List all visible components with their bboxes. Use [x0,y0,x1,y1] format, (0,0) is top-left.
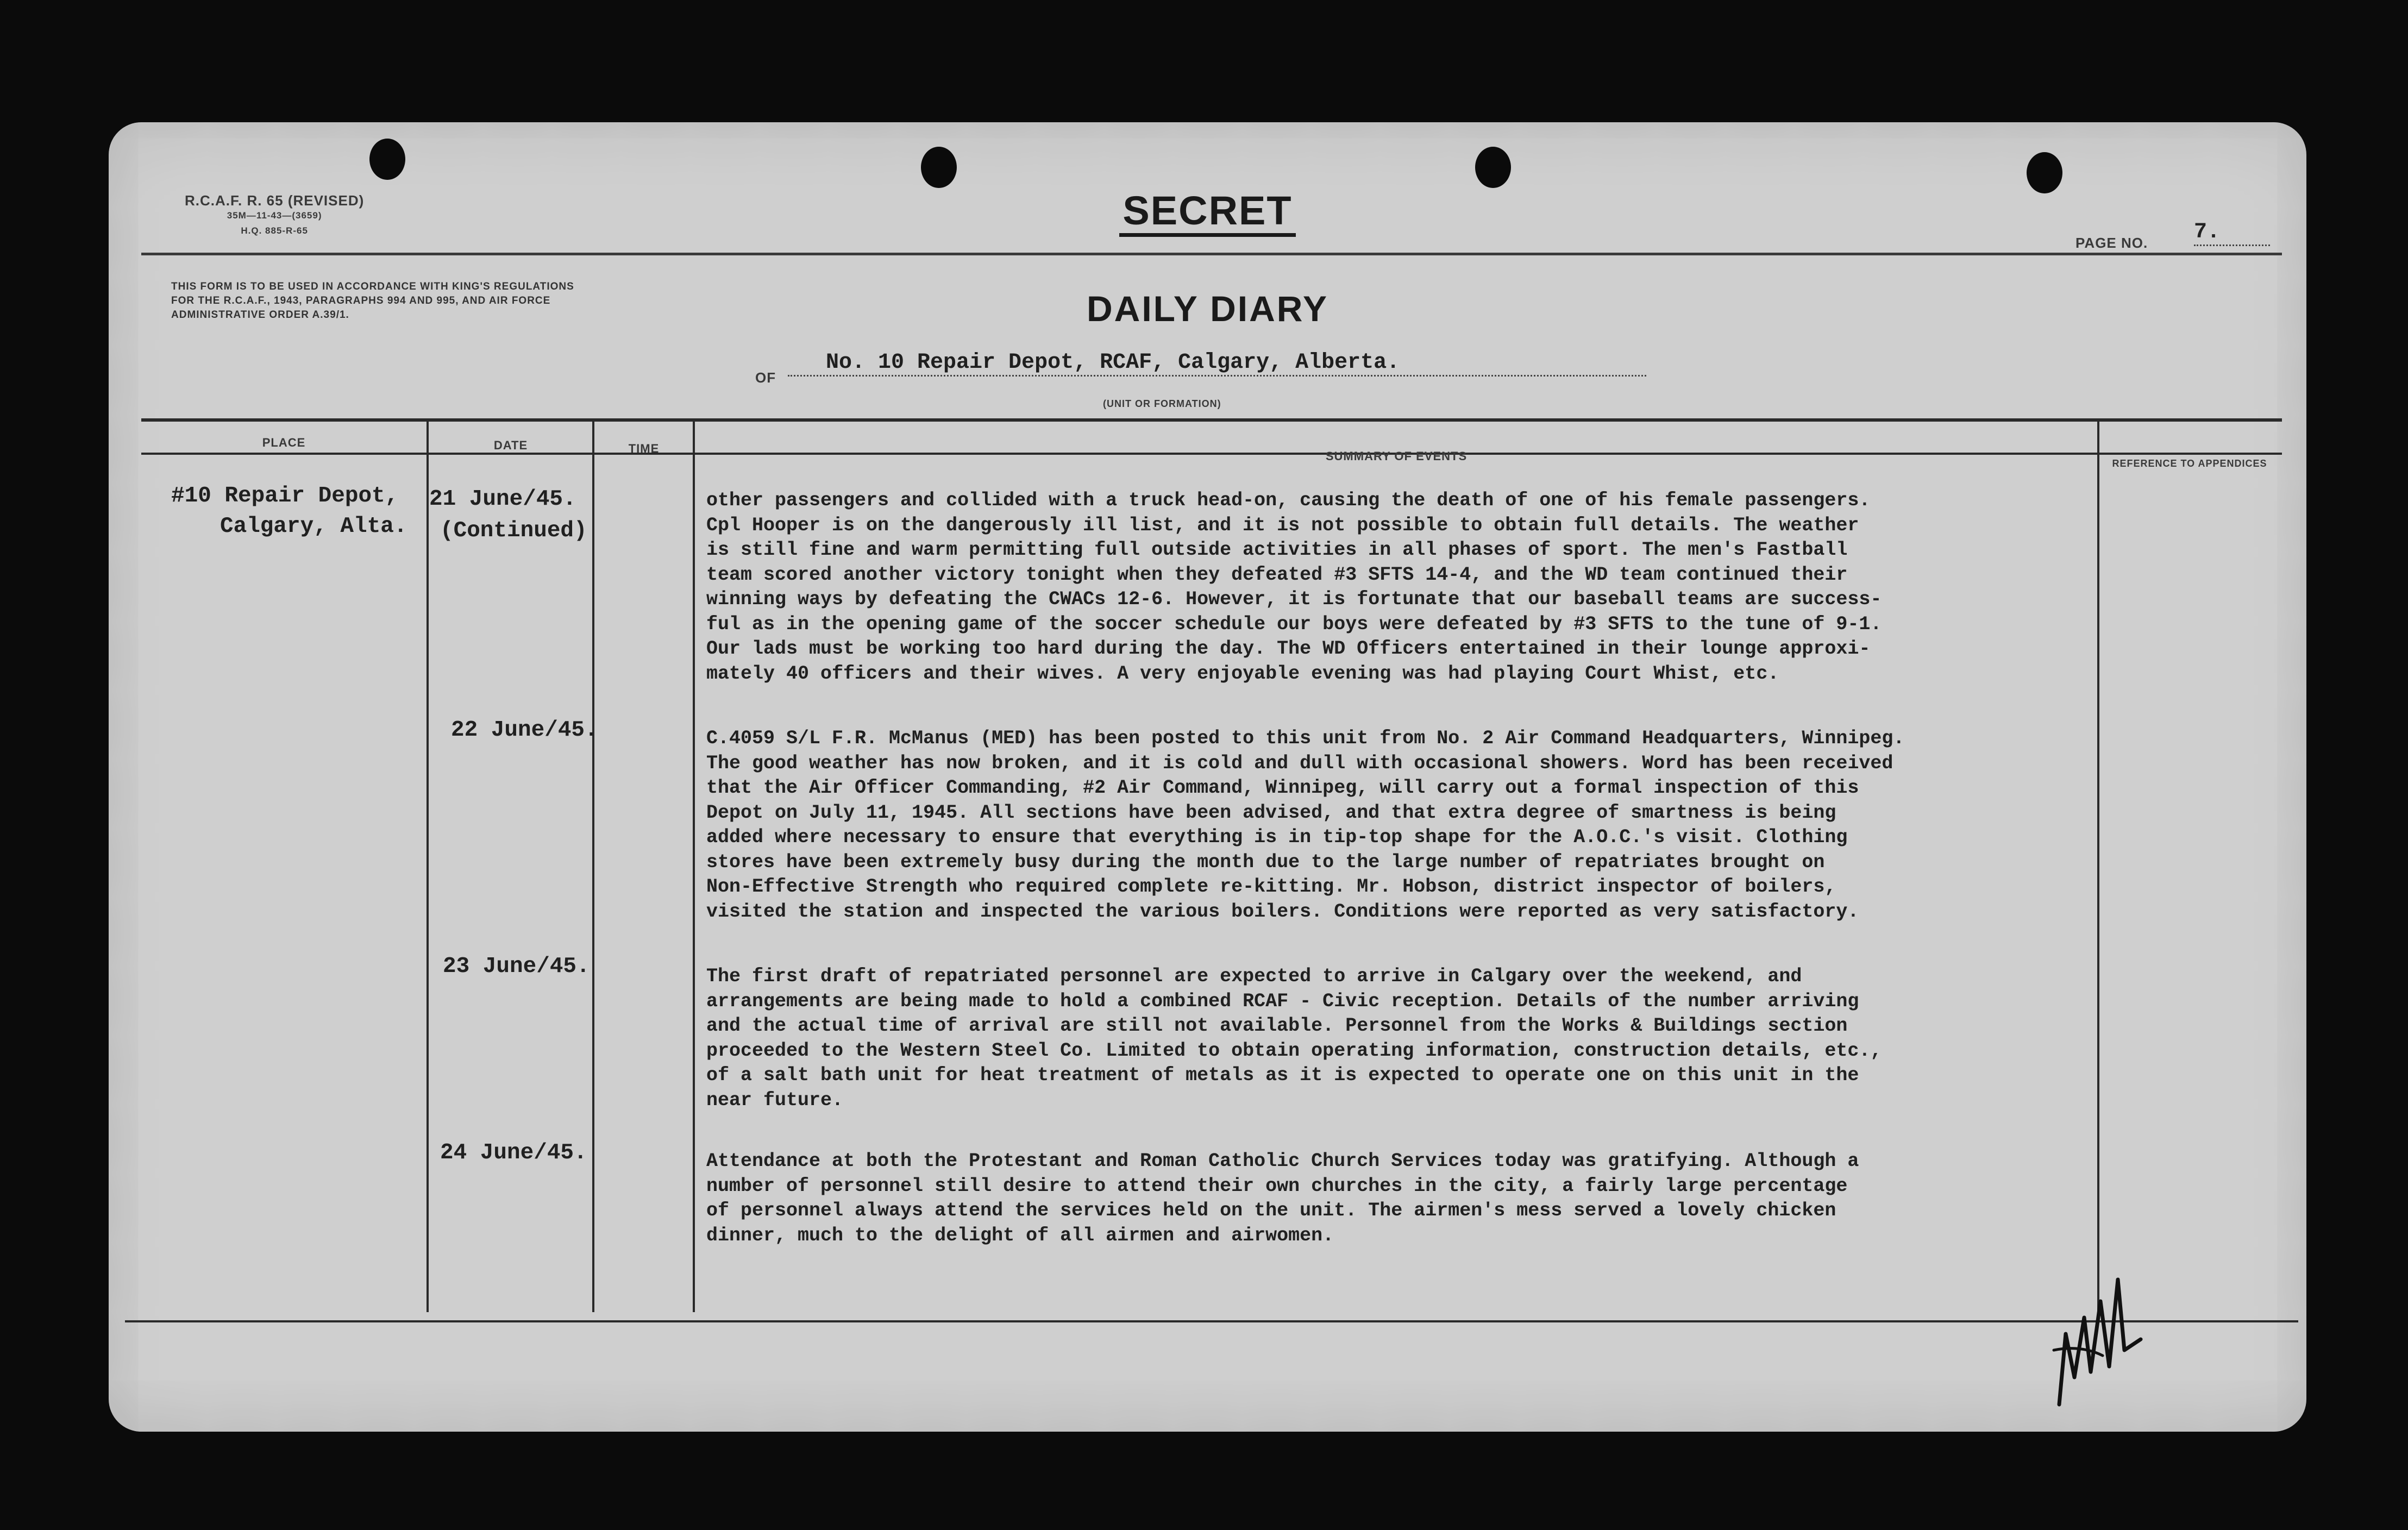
summary-line: visited the station and inspected the various boilers. Conditions were reported as very satisfactory. [706,900,1859,923]
entry-date: 21 June/45. [429,487,576,512]
entry-date: 23 June/45. [443,954,590,979]
form-code-line: 35M—11-43—(3659) [227,210,322,221]
place-line: Calgary, Alta. [220,514,407,539]
page-title: DAILY DIARY [1087,289,1328,329]
summary-line: The first draft of repatriated personnel are expected to arrive in Calgary over the weekend, and [706,965,1802,987]
date-cell [429,484,587,547]
divider [141,253,2282,255]
column-header-summary: SUMMARY OF EVENTS [1325,449,1468,463]
summary-line: Cpl Hooper is on the dangerously ill list, and it is not possible to obtain full details. The weather [706,514,1859,536]
form-code-line: R.C.A.F. R. 65 (REVISED) [185,192,365,209]
summary-line: arrangements are being made to hold a combined RCAF - Civic reception. Details of the number arriving [706,990,1859,1012]
summary-line: added where necessary to ensure that everything is in tip-top shape for the A.O.C.'s visit. Clothing [706,826,1848,848]
punch-hole [1475,147,1511,188]
column-header-place: PLACE [262,436,306,449]
summary-line: dinner, much to the delight of all airmen and airwomen. [706,1224,1334,1246]
summary-line: other passengers and collided with a truck head-on, causing the death of one of his female passengers. [706,490,1871,511]
place-line: #10 Repair Depot, [171,484,399,509]
summary-line: Depot on July 11, 1945. All sections have been advised, and that extra degree of smartness is being [706,801,1836,824]
summary-line: is still fine and warm permitting full outside activities in all phases of sport. The men's Fastball [706,539,1848,561]
form-instructions: THIS FORM IS TO BE USED IN ACCORDANCE WITH KING'S REGULATIONS FOR THE R.C.A.F., 1943, PARAGRAPHS 994 AND 995, AND AIR FORCE ADMINISTRATIVE ORDER A.39/1. [171,281,574,321]
entry-summary [706,964,2092,1113]
entry-date-note: (Continued) [440,518,587,543]
summary-line: Non-Effective Strength who required complete re-kitting. Mr. Hobson, district inspector of boilers, [706,876,1836,898]
classification-heading [109,187,2306,234]
place-cell [171,481,407,542]
summary-line: ful as in the opening game of the soccer schedule our boys were defeated by #3 SFTS to the tune of 9-1. [706,613,1882,635]
table-header-top-rule [141,418,2282,422]
diary-sheet [109,122,2306,1432]
entry-summary [706,726,2092,924]
entry-date: 22 June/45. [451,718,598,743]
summary-line: and the actual time of arrival are still not available. Personnel from the Works & Buildings section [706,1015,1848,1037]
column-divider [427,418,429,1312]
column-divider [592,418,594,1312]
unit-caption: (UNIT OR FORMATION) [1103,398,1221,409]
summary-line: Attendance at both the Protestant and Roman Catholic Church Services today was gratifying. Although a [706,1150,1859,1172]
unit-label: OF [755,369,776,386]
page-number-label: PAGE NO. [2075,235,2148,251]
divider [125,1320,2298,1322]
summary-line: C.4059 S/L F.R. McManus (MED) has been posted to this unit from No. 2 Air Command Headquarters, Winnipeg. [706,728,1905,749]
classification-text: SECRET [1119,188,1295,237]
column-header-date: DATE [493,438,528,452]
entry-date: 24 June/45. [440,1140,587,1165]
column-header-reference: REFERENCE TO APPENDICES [2112,458,2267,469]
unit-name: No. 10 Repair Depot, RCAF, Calgary, Alberta. [788,350,1646,377]
summary-line: proceeded to the Western Steel Co. Limited to obtain operating information, construction details, etc., [706,1039,1882,1062]
column-divider [2097,418,2099,1312]
summary-line: of personnel always attend the services held on the unit. The airmen's mess served a lovely chicken [706,1200,1836,1221]
form-code-line: H.Q. 885-R-65 [241,225,308,236]
summary-line: near future. [706,1089,844,1111]
entry-summary [706,488,2092,686]
handwritten-initials [2048,1269,2152,1410]
summary-line: mately 40 officers and their wives. A very enjoyable evening was had playing Court Whist, etc. [706,662,1779,685]
summary-line: number of personnel still desire to attend their own churches in the city, a fairly large percentage [706,1175,1848,1197]
summary-line: Our lads must be working too hard during the day. The WD Officers entertained in their lounge approxi- [706,638,1871,660]
summary-line: stores have been extremely busy during the month due to the large number of repatriates brought on [706,851,1825,873]
summary-line: winning ways by defeating the CWACs 12-6. However, it is fortunate that our baseball teams are success- [706,588,1882,610]
page-number-value: 7. [2194,220,2270,246]
column-header-time: TIME [628,442,660,455]
entry-summary [706,1149,2092,1248]
summary-line: team scored another victory tonight when they defeated #3 SFTS 14-4, and the WD team continued their [706,563,1848,586]
summary-line: The good weather has now broken, and it is cold and dull with occasional showers. Word has been received [706,752,1893,774]
column-divider [693,418,695,1312]
punch-hole [369,139,405,180]
summary-line: of a salt bath unit for heat treatment of metals as it is expected to operate one on this unit in the [706,1064,1859,1086]
summary-line: that the Air Officer Commanding, #2 Air Command, Winnipeg, will carry out a formal inspection of this [706,777,1859,799]
punch-hole [921,147,957,188]
